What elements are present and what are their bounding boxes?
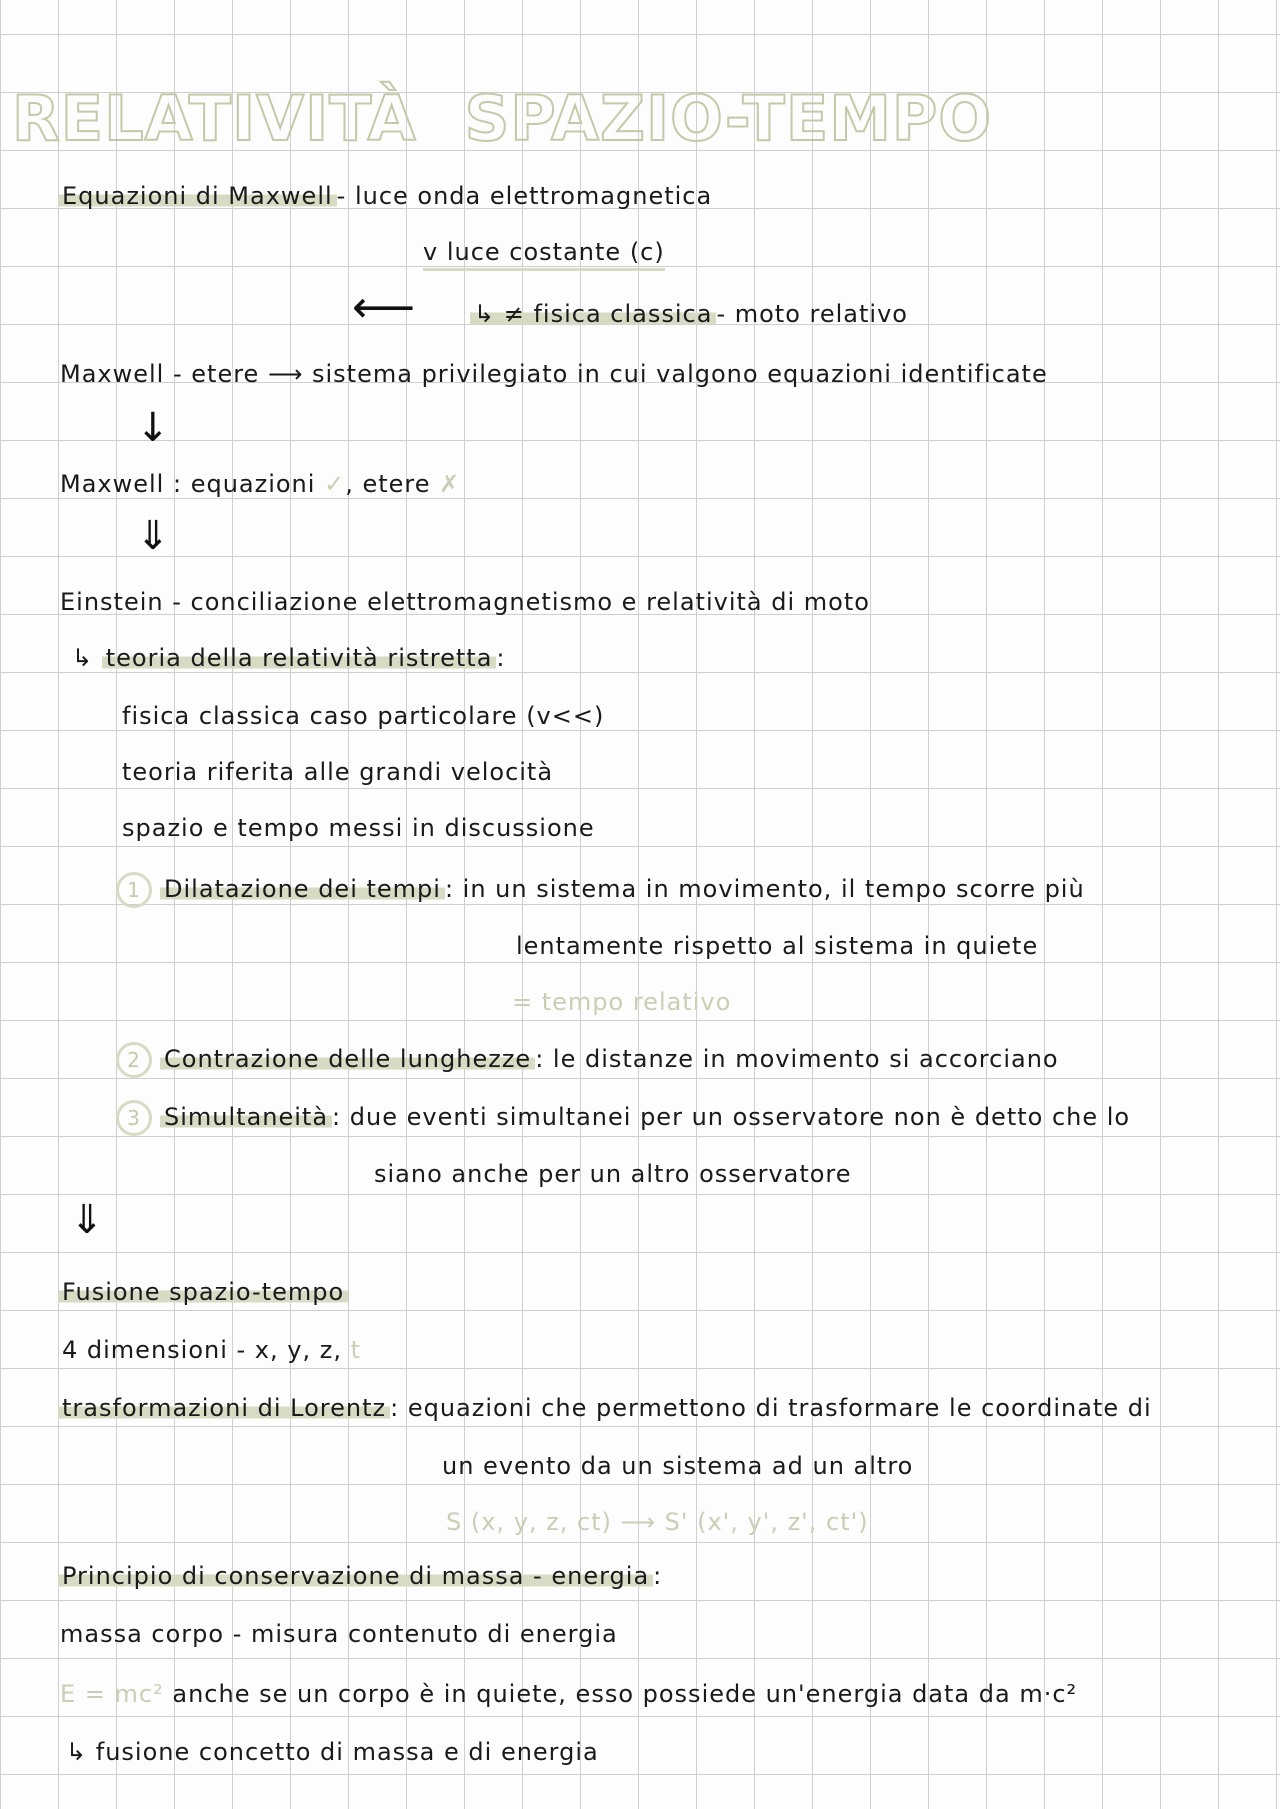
page-title: [12, 82, 1040, 156]
classical-physics-text: - moto relativo: [716, 300, 908, 328]
length-contraction-highlight: Contrazione delle lunghezze: [160, 1045, 535, 1073]
classical-physics-highlight: ↳ ≠ fisica classica: [470, 300, 716, 328]
arrow-left-icon: ⟵: [352, 282, 416, 333]
time-dimension: t: [350, 1336, 362, 1364]
line-maxwell-verdict: [60, 470, 460, 499]
line-space-time-fusion: [58, 1278, 348, 1307]
lorentz-continued-text: un evento da un sistema ad un altro: [442, 1452, 914, 1480]
circled-number-2: 2: [116, 1042, 152, 1078]
check-icon: ✓: [324, 470, 346, 498]
point-length-contraction: [116, 1042, 1059, 1078]
circled-number-3: 3: [116, 1100, 152, 1136]
line-special-relativity: [72, 644, 506, 673]
time-dilation-highlight: Dilatazione dei tempi: [160, 875, 445, 903]
line-simultaneity-continued: [374, 1160, 852, 1189]
lorentz-formula: S (x, y, z, ct) ⟶ S' (x', y', z', ct'): [446, 1508, 869, 1536]
line-classical-physics: [470, 300, 908, 329]
line-four-dimensions: [62, 1336, 361, 1365]
double-arrow-down-icon-2: ⇓: [70, 1197, 104, 1243]
length-contraction-text: : le distanze in movimento si accorciano: [535, 1045, 1059, 1073]
point-simultaneity: [116, 1100, 1130, 1136]
light-speed-text: v luce costante (c): [423, 238, 665, 271]
line-mass-energy: [60, 1620, 618, 1649]
line-high-speed: [122, 758, 553, 787]
double-arrow-down-icon: ⇓: [136, 513, 170, 559]
lorentz-text: : equazioni che permettono di trasformare le coordinate di: [390, 1394, 1152, 1422]
line-emc2: [60, 1680, 1077, 1709]
line-einstein: [60, 588, 870, 617]
line-classical-special-case: [122, 702, 604, 731]
line-maxwell-ether: [60, 360, 1048, 389]
time-dilation-text: : in un sistema in movimento, il tempo scorre più: [444, 875, 1085, 903]
classical-special-case-text: fisica classica caso particolare (v<<): [122, 702, 605, 730]
conservation-principle-highlight: Principio di conservazione di massa - energia: [58, 1562, 653, 1590]
line-relative-time: [512, 988, 731, 1017]
emc2-text: anche se un corpo è in quiete, esso possiede un'energia data da: [172, 1680, 1011, 1708]
simultaneity-text: : due eventi simultanei per un osservatore non è detto che lo: [332, 1103, 1131, 1131]
space-time-discussion-text: spazio e tempo messi in discussione: [122, 814, 595, 842]
special-relativity-highlight: teoria della relatività ristretta: [102, 644, 497, 672]
einstein-text: Einstein - conciliazione elettromagnetismo e relatività di moto: [60, 588, 870, 616]
title-word-spazio-tempo: SPAZIO-TEMPO: [464, 82, 993, 155]
line-lorentz-formula: [446, 1508, 869, 1537]
special-relativity-colon: :: [496, 644, 506, 672]
line-lorentz: [58, 1394, 1152, 1423]
high-speed-text: teoria riferita alle grandi velocità: [122, 758, 554, 786]
maxwell-equations-highlight: Equazioni di Maxwell: [58, 182, 337, 210]
hook-arrow-icon-2: ↳: [66, 1738, 96, 1766]
relative-time-note: = tempo relativo: [512, 988, 732, 1016]
privileged-system-text: sistema privilegiato in cui valgono equazioni identificate: [312, 360, 1048, 388]
emc2-tail: m·c²: [1019, 1680, 1078, 1708]
arrow-right-icon: ⟶: [267, 360, 312, 388]
line-maxwell-equations: [58, 182, 712, 211]
line-light-speed: [423, 238, 665, 267]
maxwell-equations-text: - luce onda elettromagnetica: [336, 182, 713, 210]
mass-energy-fusion-text: fusione concetto di massa e di energia: [95, 1738, 599, 1766]
simultaneity-highlight: Simultaneità: [160, 1103, 332, 1131]
space-time-fusion-highlight: Fusione spazio-tempo: [58, 1278, 348, 1306]
maxwell-ether-label: Maxwell - etere: [60, 360, 260, 388]
lorentz-highlight: trasformazioni di Lorentz: [58, 1394, 390, 1422]
point-time-dilation: [116, 872, 1085, 908]
circled-number-1: 1: [116, 872, 152, 908]
four-dimensions-text: 4 dimensioni - x, y, z,: [62, 1336, 342, 1364]
hook-arrow-icon: ↳: [72, 644, 102, 672]
line-conservation-principle: [58, 1562, 662, 1591]
mass-energy-text: massa corpo - misura contenuto di energia: [60, 1620, 618, 1648]
line-mass-energy-fusion: [66, 1738, 599, 1767]
time-dilation-continued-text: lentamente rispetto al sistema in quiete: [516, 932, 1039, 960]
emc2-formula: E = mc²: [60, 1680, 164, 1708]
title-word-relativita: RELATIVITÀ: [12, 82, 417, 155]
verdict-ether: , etere: [345, 470, 431, 498]
verdict-equations: Maxwell : equazioni: [60, 470, 316, 498]
line-lorentz-continued: [442, 1452, 913, 1481]
conservation-principle-colon: :: [653, 1562, 663, 1590]
cross-icon: ✗: [439, 470, 461, 498]
arrow-down-icon: ↓: [136, 405, 170, 451]
line-space-time-discussion: [122, 814, 595, 843]
line-time-dilation-continued: [516, 932, 1038, 961]
simultaneity-continued-text: siano anche per un altro osservatore: [374, 1160, 852, 1188]
